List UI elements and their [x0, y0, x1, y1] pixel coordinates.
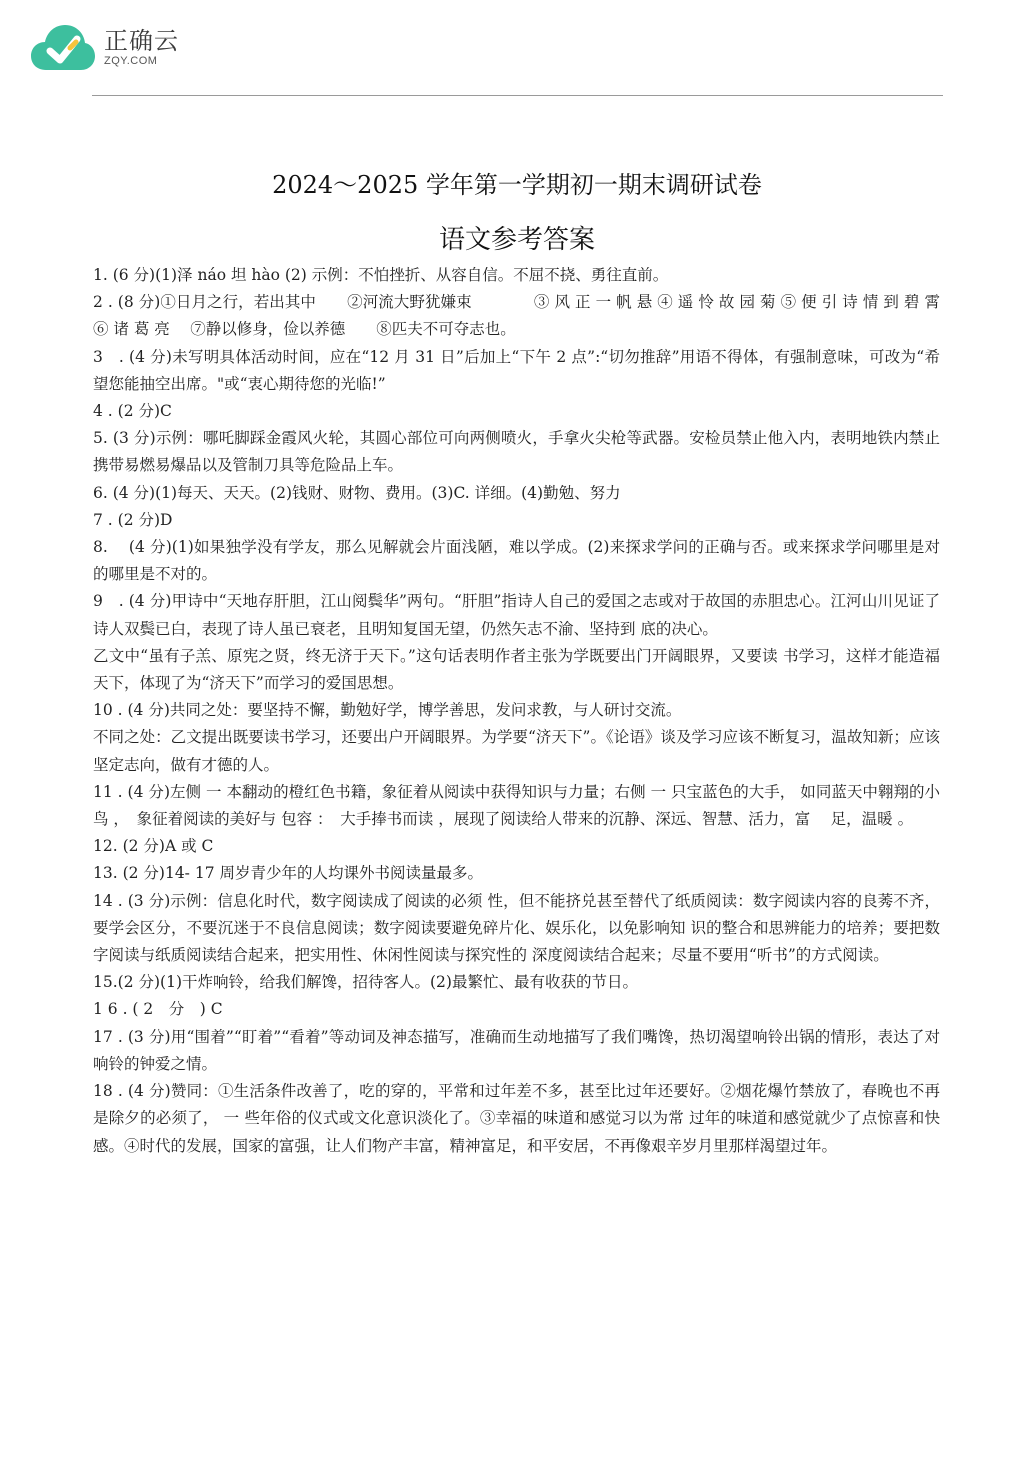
answer-item: 7 . (2 分)D	[93, 510, 173, 529]
logo-name: 正确云	[104, 27, 179, 55]
answer-item: 14 . (3 分)示例：信息化时代，数字阅读成了阅读的必须 性，但不能挤兑甚至替代了纸质阅读：数字阅读内容的良莠不齐，要学会区分，不要沉迷于不良信息阅读；数字阅读要避免碎片化、娱乐化，以免影响知 识的整合和思辨能力的培养；要把数字阅读与纸质阅读结合起来，把实用性、休闲性阅读与探究性的 深度阅读结合起来；尽量不要用“听书”的方式阅读。	[93, 891, 940, 965]
answer-list	[93, 262, 940, 1160]
cloud-check-icon	[30, 22, 96, 74]
answer-item: 10 . (4 分)共同之处：要坚持不懈，勤勉好学，博学善思，发问求教，与人研讨交流。	[93, 701, 682, 720]
answer-item: 18 . (4 分)赞同：①生活条件改善了，吃的穿的，平常和过年差不多，甚至比过年还要好。②烟花爆竹禁放了，春晚也不再是除夕的必须了， 一 些年俗的仪式或文化意识淡化了。③幸福的味道和感觉习以为常 过年的味道和感觉就少了点惊喜和快感。④时代的发展，国家的富强，让人们物产丰富，精神富足，和平安居，不再像艰辛岁月里那样渴望过年。	[93, 1082, 940, 1155]
site-logo[interactable]	[30, 22, 179, 74]
answer-item: 乙文中“虽有子羔、原宪之贤，终无济于天下。”这句话表明作者主张为学既要出门开阔眼界，又要读 书学习，这样才能造福天下，体现了为“济天下”而学习的爱国思想。	[93, 646, 940, 693]
answer-item: 15.(2 分)(1)干炸响铃，给我们解馋，招待客人。(2)最繁忙、最有收获的节日。	[93, 973, 638, 992]
answer-item: 12. (2 分)A 或 C	[93, 837, 214, 856]
answer-item: 4 . (2 分)C	[93, 402, 172, 421]
answer-item: 13. (2 分)14- 17 周岁青少年的人均课外书阅读量最多。	[93, 864, 483, 883]
answer-key-title: 语文参考答案	[438, 225, 595, 255]
header-divider	[92, 95, 943, 96]
answer-item: 1. (6 分)(1)泽 náo 坦 hào (2) 示例：不怕挫折、从容自信。不屈不挠、勇往直前。	[93, 266, 669, 284]
logo-domain: ZQY.COM	[104, 55, 158, 67]
answer-item: 17 . (3 分)用“围着”“盯着”“看着”等动词及神态描写，准确而生动地描写了我们嘴馋，热切渴望响铃出锅的情形，表达了对响铃的钟爱之情。	[93, 1027, 940, 1073]
answer-item: 9 . (4 分)甲诗中“天地存肝胆，江山阅鬓华”两句。“肝胆”指诗人自己的爱国之志或对于故国的赤胆忠心。江河山川见证了诗人双鬓已白，表现了诗人虽已衰老，且明知复国无望，仍然矢志不渝、坚持到 底的决心。	[93, 592, 940, 638]
answer-item: 6. (4 分)(1)每天、天天。(2)钱财、财物、费用。(3)C. 详细。(4)勤勉、努力	[93, 483, 621, 502]
exam-title: 2024～2025 学年第一学期初一期末调研试卷	[272, 171, 762, 199]
answer-item: 8. (4 分)(1)如果独学没有学友，那么见解就会片面浅陋，难以学成。(2)来探求学问的正确与否。或来探求学问哪里是对的哪里是不对的。	[93, 538, 940, 584]
answer-item: 不同之处：乙文提出既要读书学习，还要出户开阔眼界。为学要“济天下”。《论语》谈及学习应该不断复习，温故知新；应该坚定志向，做有才德的人。	[93, 728, 940, 774]
answer-item: 2 . (8 分)①日月之行，若出其中 ②河流大野犹嫌束 ③ 风 正 一 帆 悬 ④ 遥 怜 故 园 菊 ⑤ 便 引 诗 情 到 碧 霄 ⑥ 诸 葛 亮 ⑦静以修身，俭以养德 ⑧匹夫不可夺志也。	[93, 293, 940, 339]
answer-item: 3 . (4 分)未写明具体活动时间，应在“12 月 31 日”后加上“下午 2 点”:“切勿推辞”用语不得体，有强制意味，可改为“希望您能抽空出席。"或“衷心期待您的光临!”	[93, 347, 940, 393]
answer-item: 11 . (4 分)左侧 一 本翻动的橙红色书籍，象征着从阅读中获得知识与力量；右侧 一 只宝蓝色的大手， 如同蓝天中翱翔的小鸟 ， 象征着阅读的美好与 包容 ： 大手捧书而读 ，展现了阅读给人带来的沉静、深远、智慧、活力，富 足，温暖 。	[93, 782, 940, 829]
answer-item: 1 6 . ( 2 分 ) C	[93, 1000, 223, 1019]
answer-item: 5. (3 分)示例：哪吒脚踩金霞风火轮，其圆心部位可向两侧喷火，手拿火尖枪等武器。安检员禁止他入内，表明地铁内禁止携带易燃易爆品以及管制刀具等危险品上车。	[93, 429, 940, 475]
